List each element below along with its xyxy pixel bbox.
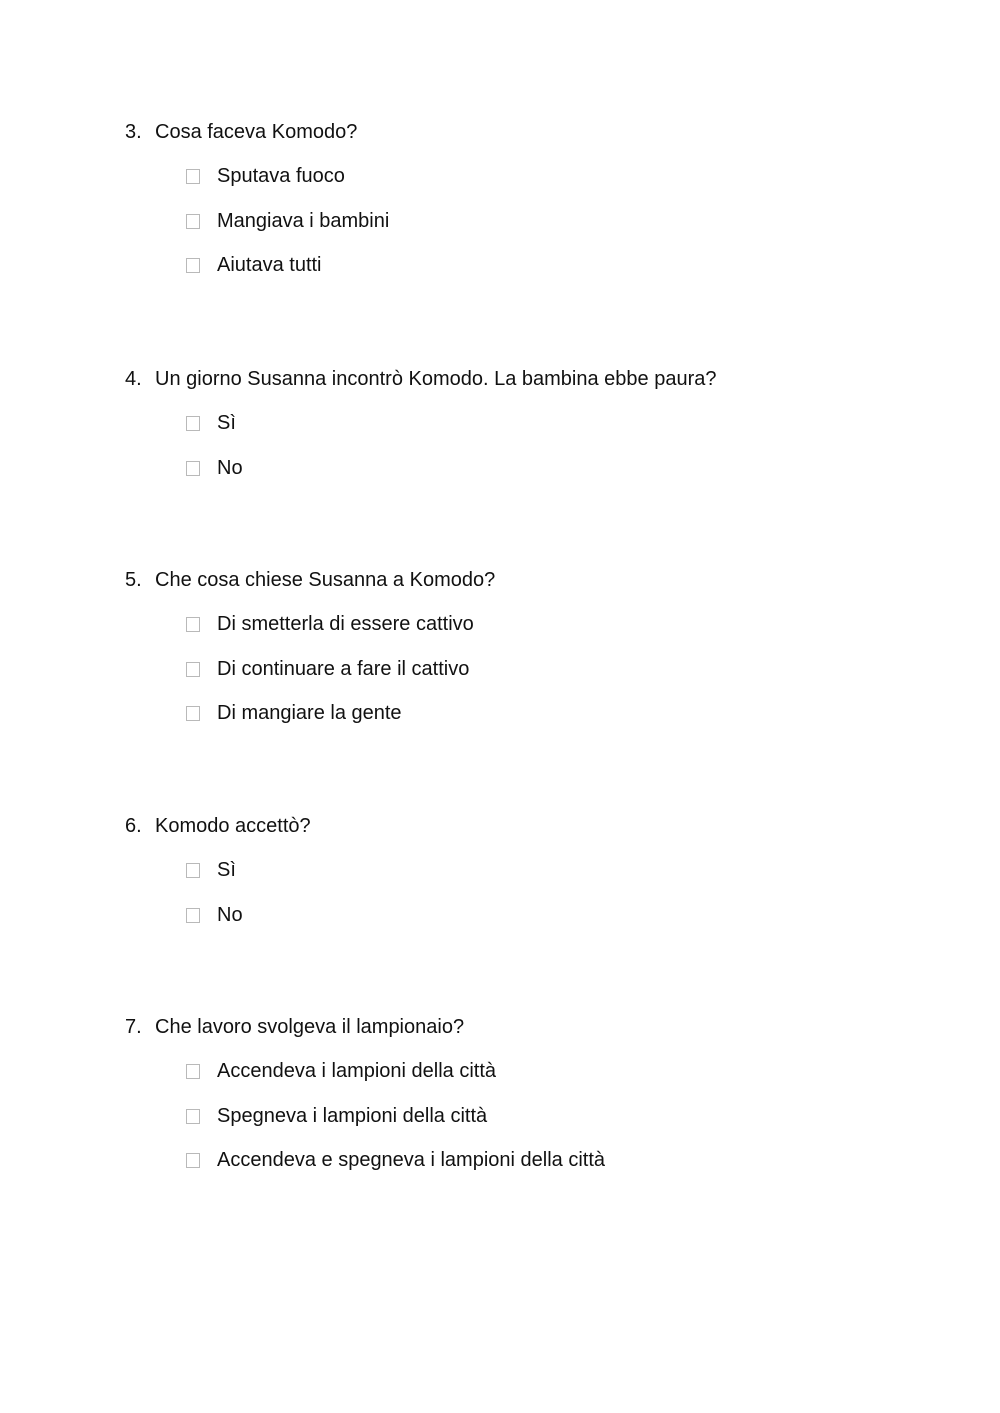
question-title [125, 367, 925, 391]
question-text: Komodo accettò? [155, 815, 311, 837]
option-label: Sputava fuoco [217, 165, 345, 187]
checkbox[interactable] [186, 706, 200, 721]
option-label: Spegneva i lampioni della città [217, 1104, 488, 1127]
question-6 [125, 814, 925, 947]
question-title [125, 120, 925, 144]
checkbox[interactable] [186, 662, 200, 677]
question-number: 3. [125, 121, 142, 143]
checkbox[interactable] [186, 461, 200, 476]
checkbox[interactable] [186, 416, 200, 431]
question-title [125, 1015, 925, 1039]
question-number: 4. [125, 368, 142, 390]
option-item[interactable] [186, 612, 925, 657]
question-3 [125, 120, 925, 298]
option-item[interactable] [186, 1104, 925, 1149]
option-label: Di continuare a fare il cattivo [217, 657, 470, 680]
question-4 [125, 367, 925, 500]
option-label: Di mangiare la gente [217, 702, 402, 724]
question-text: Cosa faceva Komodo? [155, 121, 358, 143]
option-item[interactable] [186, 701, 925, 746]
option-item[interactable] [186, 1059, 925, 1104]
question-title [125, 814, 925, 838]
option-item[interactable] [186, 1148, 925, 1193]
option-label: Sì [217, 859, 236, 881]
checkbox[interactable] [186, 1109, 200, 1124]
question-text: Che lavoro svolgeva il lampionaio? [155, 1016, 465, 1038]
option-item[interactable] [186, 903, 925, 948]
option-item[interactable] [186, 164, 925, 209]
checkbox[interactable] [186, 617, 200, 632]
option-list [125, 411, 925, 500]
checkbox[interactable] [186, 258, 200, 273]
question-number: 7. [125, 1016, 142, 1038]
option-label: Aiutava tutti [217, 254, 322, 276]
option-item[interactable] [186, 456, 925, 501]
question-text: Che cosa chiese Susanna a Komodo? [155, 569, 496, 591]
question-title [125, 568, 925, 592]
question-number: 5. [125, 569, 142, 591]
option-list [125, 1059, 925, 1193]
option-item[interactable] [186, 209, 925, 254]
checkbox[interactable] [186, 863, 200, 878]
option-list [125, 164, 925, 298]
question-text: Un giorno Susanna incontrò Komodo. La bambina ebbe paura? [155, 368, 717, 390]
option-label: Accendeva i lampioni della città [217, 1060, 497, 1082]
question-7 [125, 1015, 925, 1193]
checkbox[interactable] [186, 1153, 200, 1168]
option-item[interactable] [186, 858, 925, 903]
question-5 [125, 568, 925, 746]
checkbox[interactable] [186, 908, 200, 923]
option-label: Mangiava i bambini [217, 209, 390, 232]
option-list [125, 858, 925, 947]
option-label: Sì [217, 412, 236, 434]
option-label: No [217, 903, 243, 926]
checkbox[interactable] [186, 214, 200, 229]
checkbox[interactable] [186, 169, 200, 184]
option-list [125, 612, 925, 746]
option-label: Accendeva e spegneva i lampioni della città [217, 1149, 606, 1171]
option-item[interactable] [186, 253, 925, 298]
option-label: No [217, 456, 243, 479]
option-label: Di smetterla di essere cattivo [217, 613, 474, 635]
option-item[interactable] [186, 657, 925, 702]
option-item[interactable] [186, 411, 925, 456]
checkbox[interactable] [186, 1064, 200, 1079]
question-number: 6. [125, 815, 142, 837]
